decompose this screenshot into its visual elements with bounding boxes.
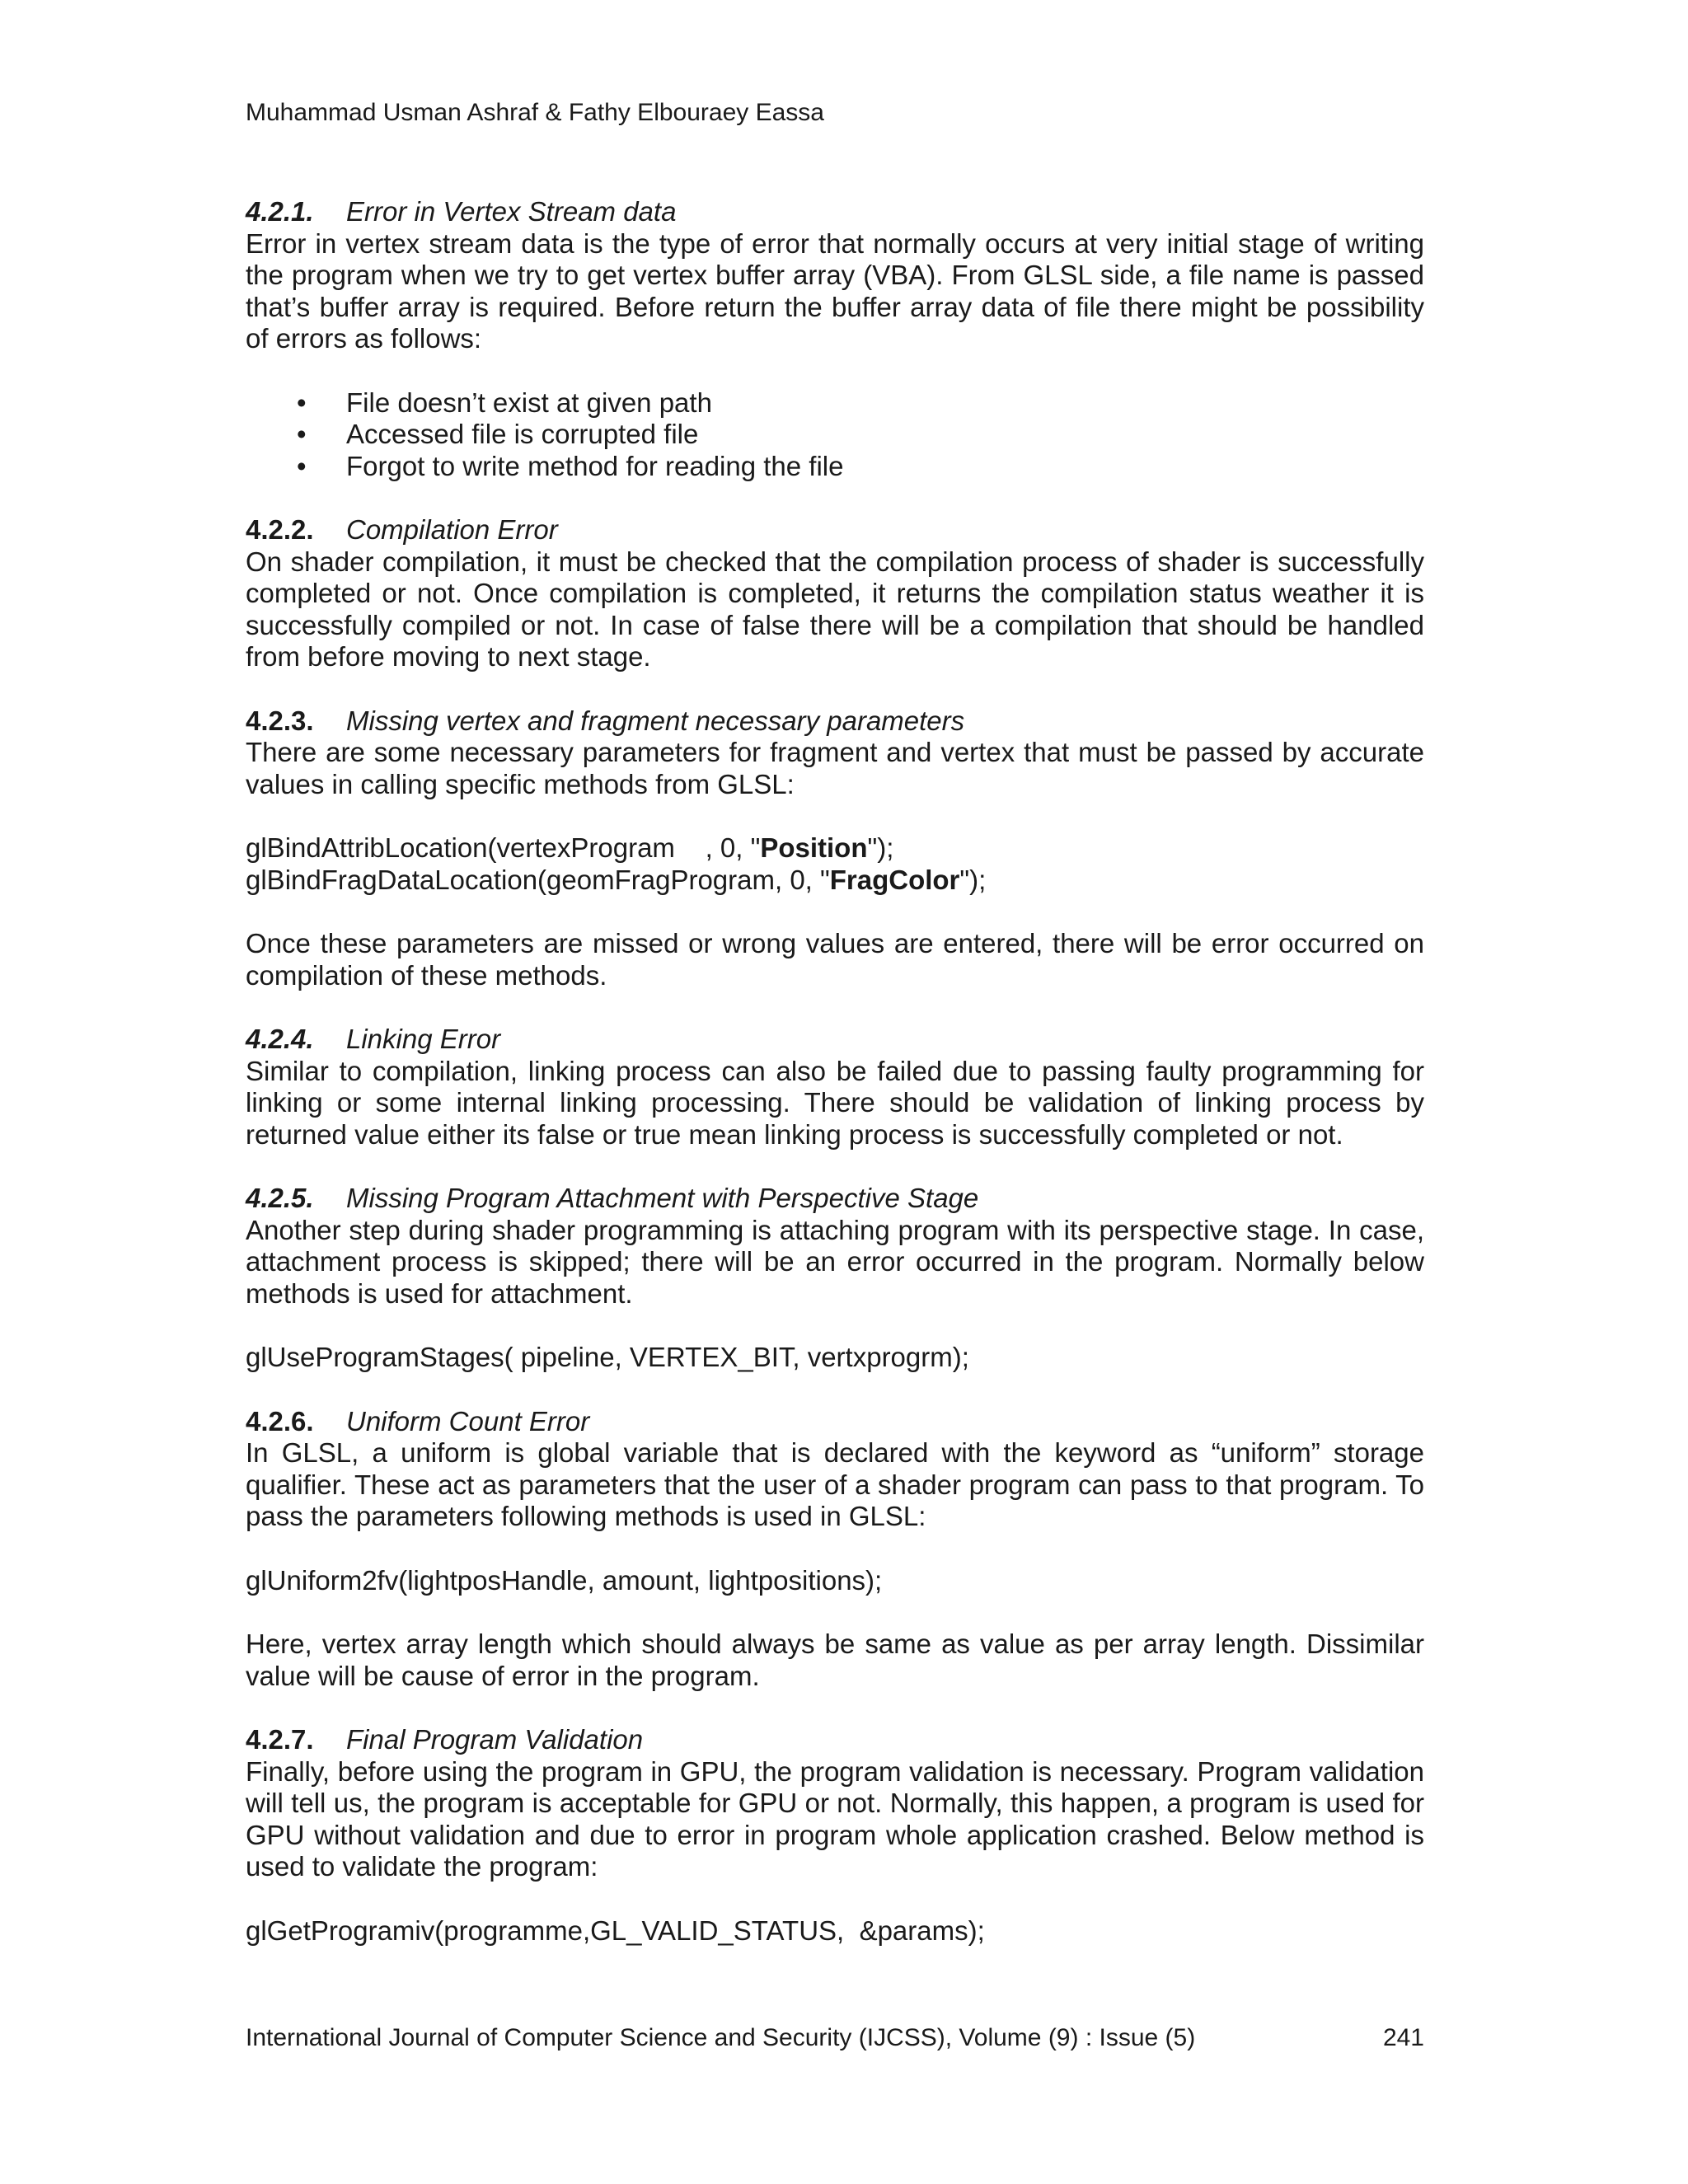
- section-title: Error in Vertex Stream data: [346, 196, 677, 227]
- paragraph: Here, vertex array length which should always be same as value as per array length. Dissimilar value will be cause of error in the program.: [246, 1629, 1424, 1691]
- paragraph: In GLSL, a uniform is global variable that is declared with the keyword as “uniform” storage qualifier. These act as parameters that the user of a shader program can pass to that program. To pass the parameters following methods is used in GLSL:: [246, 1437, 1424, 1531]
- bullet-icon: •: [297, 450, 307, 481]
- paragraph: Finally, before using the program in GPU, the program validation is necessary. Program validation will tell us, the program is acceptable for GPU or not. Normally, this happen, a program is used for GPU without validation and due to error in program whole application crashed. Below method is used to validate the program:: [246, 1755, 1424, 1882]
- section-4-2-2: [246, 514, 1424, 673]
- page-content: [246, 196, 1424, 1947]
- section-title: Compilation Error: [346, 514, 558, 545]
- section-title: Final Program Validation: [346, 1724, 644, 1755]
- code-line: glBindAttribLocation(vertexProgram , 0, "Position");: [246, 832, 894, 863]
- section-title: Missing vertex and fragment necessary parameters: [346, 705, 965, 736]
- section-4-2-7: [246, 1724, 1424, 1947]
- list-item: • Forgot to write method for reading the file: [297, 450, 844, 481]
- section-heading: [246, 705, 1424, 738]
- paragraph: Similar to compilation, linking process can also be failed due to passing faulty programming for linking or some internal linking processing. There should be validation of linking process by returned value either its false or true mean linking process is successfully completed or not.: [246, 1055, 1424, 1150]
- section-4-2-6: [246, 1406, 1424, 1693]
- section-4-2-5: [246, 1183, 1424, 1374]
- section-heading: [246, 196, 1424, 228]
- code-line: glUseProgramStages( pipeline, VERTEX_BIT, vertxprogrm);: [246, 1342, 969, 1372]
- journal-citation: International Journal of Computer Science and Security (IJCSS), Volume (9) : Issue (5): [246, 2024, 1196, 2051]
- section-heading: [246, 514, 1424, 546]
- bullet-icon: •: [297, 387, 307, 418]
- section-number: 4.2.2.: [246, 514, 314, 545]
- section-title: Linking Error: [346, 1024, 501, 1054]
- section-title: Uniform Count Error: [346, 1405, 590, 1436]
- section-heading: [246, 1724, 1424, 1756]
- section-heading: [246, 1183, 1424, 1215]
- section-number: 4.2.4.: [246, 1024, 314, 1054]
- section-number: 4.2.3.: [246, 705, 314, 736]
- section-number: 4.2.7.: [246, 1724, 314, 1755]
- paragraph: Once these parameters are missed or wrong values are entered, there will be error occurred on compilation of these methods.: [246, 928, 1424, 991]
- bullet-icon: •: [297, 419, 307, 449]
- paragraph: Error in vertex stream data is the type of error that normally occurs at very initial stage of writing the program when we try to get vertex buffer array (VBA). From GLSL side, a file name is passed that’s buffer array is required. Before return the buffer array data of file there might be possibility of errors as follows:: [246, 227, 1424, 354]
- section-title: Missing Program Attachment with Perspective Stage: [346, 1183, 979, 1213]
- bullet-list: [246, 387, 1424, 483]
- page-number: 241: [1382, 2024, 1424, 2051]
- paragraph: There are some necessary parameters for fragment and vertex that must be passed by accurate values in calling specific methods from GLSL:: [246, 737, 1424, 799]
- running-header: Muhammad Usman Ashraf & Fathy Elbouraey Eassa: [246, 99, 824, 126]
- section-number: 4.2.6.: [246, 1405, 314, 1436]
- paragraph: Another step during shader programming is attaching program with its perspective stage. In case, attachment process is skipped; there will be an error occurred in the program. Normally below methods is used for attachment.: [246, 1214, 1424, 1309]
- list-item: • Accessed file is corrupted file: [297, 419, 699, 449]
- section-4-2-3: [246, 705, 1424, 992]
- section-number: 4.2.1.: [246, 196, 314, 227]
- section-4-2-4: [246, 1024, 1424, 1151]
- section-heading: [246, 1406, 1424, 1438]
- list-item: • File doesn’t exist at given path: [297, 387, 712, 418]
- section-4-2-1: [246, 196, 1424, 482]
- paragraph: On shader compilation, it must be checked that the compilation process of shader is successfully completed or not. Once compilation is completed, it returns the compilation status weather it is successfully compiled or not. In case of false there will be a compilation that should be handled from before moving to next stage.: [246, 546, 1424, 672]
- code-line: glGetProgramiv(programme,GL_VALID_STATUS, &params);: [246, 1915, 985, 1946]
- section-number: 4.2.5.: [246, 1183, 314, 1213]
- page-footer: [246, 2022, 1424, 2054]
- code-line: glUniform2fv(lightposHandle, amount, lightpositions);: [246, 1564, 883, 1596]
- section-heading: [246, 1024, 1424, 1056]
- code-line: glBindFragDataLocation(geomFragProgram, 0, "FragColor");: [246, 864, 987, 895]
